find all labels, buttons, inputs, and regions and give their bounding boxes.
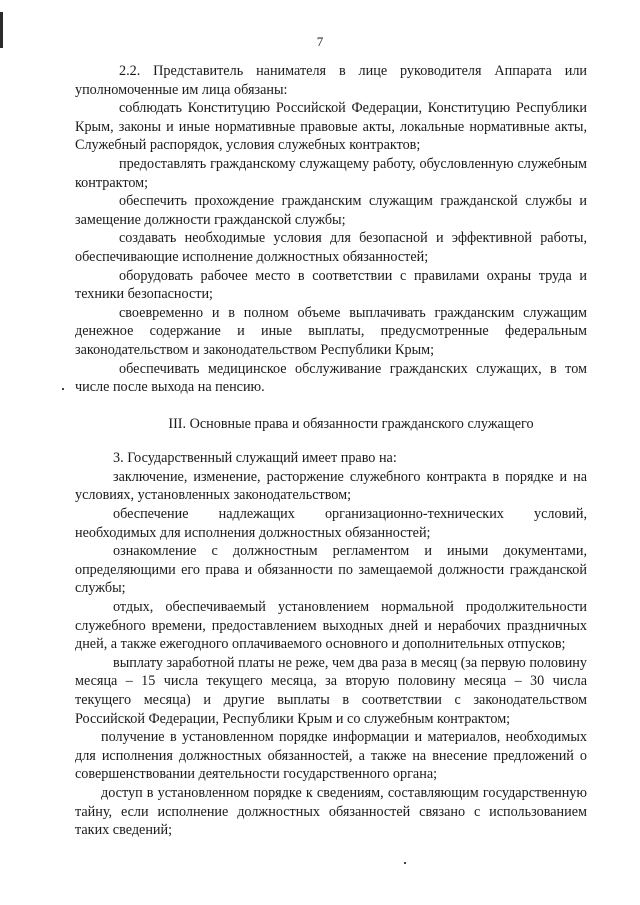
scan-speck	[404, 862, 406, 864]
list-item: создавать необходимые условия для безопасной и эффективной работы, обеспечивающие исполнение должностных обязанностей;	[75, 230, 587, 265]
list-item: заключение, изменение, расторжение служебного контракта в порядке и на условиях, установленных законодательством;	[75, 468, 587, 504]
document-body	[75, 62, 587, 840]
list-item: оборудовать рабочее место в соответствии с правилами охраны труда и техники безопасности;	[75, 267, 587, 303]
list-item: доступ в установленном порядке к сведениям, составляющим государственную тайну, если исполнение должностных обязанностей связано с использованием таких сведений;	[75, 784, 587, 839]
list-item: обеспечить прохождение гражданским служащим гражданской службы и замещение должности гражданской службы;	[75, 193, 587, 228]
page-number: 7	[316, 34, 324, 49]
list-item: ознакомление с должностным регламентом и иными документами, определяющими его права и обязанности по замещаемой должности гражданской службы;	[75, 543, 587, 597]
paragraph-3-intro: 3. Государственный служащий имеет право на:	[113, 450, 397, 467]
list-item: отдых, обеспечиваемый установлением нормальной продолжительности служебного времени, предоставлением выходных дней и нерабочих праздничных дней, а также ежегодного оплачиваемого основного и дополнительных отпусков;	[75, 599, 587, 653]
list-item: соблюдать Конституцию Российской Федерации, Конституцию Республики Крым, законы и иные нормативные правовые акты, локальные нормативные акты, Служебный распорядок, условия служебных контрактов;	[75, 100, 587, 154]
list-item: выплату заработной платы не реже, чем два раза в месяц (за первую половину месяца – 15 числа текущего месяца, за вторую половину месяца – 30 числа текущего месяца) и другие выплаты в соответствии с законодательством Российской Федерации, Республики Крым и со служебным контрактом;	[75, 654, 587, 727]
list-item: обеспечивать медицинское обслуживание гражданских служащих, в том числе после выхода на пенсию.	[75, 360, 587, 396]
list-item: получение в установленном порядке информации и материалов, необходимых для исполнения должностных обязанностей, а также на внесение предложений о совершенствовании деятельности государственного органа;	[75, 729, 587, 783]
paragraph-2-2-intro: 2.2. Представитель нанимателя в лице руководителя Аппарата или уполномоченные им лица обязаны:	[75, 63, 587, 98]
scan-speck	[62, 388, 64, 390]
list-item: предоставлять гражданскому служащему работу, обусловленную служебным контрактом;	[75, 155, 587, 191]
section-heading: III. Основные права и обязанности гражданского служащего	[168, 415, 534, 432]
list-item: своевременно и в полном объеме выплачивать гражданским служащим денежное содержание и иные выплаты, предусмотренные федеральным законодательством и законодательством Республики Крым;	[75, 304, 587, 358]
list-item: обеспечение надлежащих организационно-технических условий, необходимых для исполнения должностных обязанностей;	[75, 506, 587, 541]
